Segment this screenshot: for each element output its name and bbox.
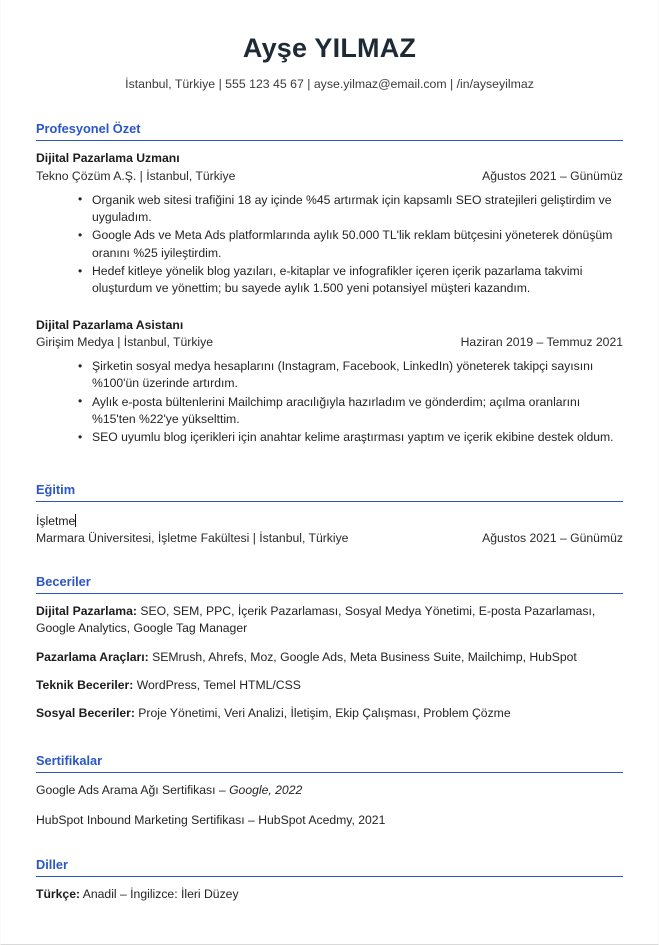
spacer <box>36 448 623 482</box>
certificate-row <box>36 782 623 799</box>
section-divider <box>36 501 623 502</box>
education-dates: Ağustos 2021 – Günümüz <box>482 531 623 546</box>
skill-category-label: Dijital Pazarlama: <box>36 604 137 619</box>
job-bullet: • SEO uyumlu blog içerikleri için anahtar kelime araştırması yaptım ve içerik ekibine destek oldum. <box>78 429 623 446</box>
certificate-name: Google Ads Arama Ağı Sertifikası – <box>36 782 230 797</box>
spacer <box>36 829 623 857</box>
skill-category-label: Pazarlama Araçları: <box>36 649 149 664</box>
education-degree-text: İşletme <box>36 513 76 528</box>
skill-values: WordPress, Temel HTML/CSS <box>133 678 301 693</box>
job-bullet: • Şirketin sosyal medya hesaplarını (Instagram, Facebook, LinkedIn) yöneterek takipçi sayısını %100'ün üzerinde artırdım. <box>78 358 623 393</box>
certificate-issuer: Google, 2022 <box>229 782 303 797</box>
skill-category-label: Teknik Beceriler: <box>36 678 134 693</box>
job-bullet: • Google Ads ve Meta Ads platformlarında aylık 50.000 TL'lik reklam bütçesini yöneterek dönüşüm oranını %25 iyileştirdim. <box>78 227 623 262</box>
section-certificates <box>36 753 623 830</box>
candidate-name: Ayşe YILMAZ <box>242 33 417 63</box>
section-title-certificates: Sertifikalar <box>36 752 103 768</box>
skill-values: SEO, SEM, PPC, İçerik Pazarlaması, Sosyal Medya Yönetimi, E-posta Pazarlaması, Google Analytics, Google Tag Manager <box>36 604 596 636</box>
skill-category-label: Sosyal Beceriler: <box>36 706 135 721</box>
job-dates: Ağustos 2021 – Günümüz <box>482 169 623 184</box>
job-title: Dijital Pazarlama Uzmanı <box>36 151 180 166</box>
job-meta-row <box>36 168 623 186</box>
job-bullet: • Hedef kitleye yönelik blog yazıları, e-kitaplar ve infografikler içeren içerik pazarlama takvimi oluşturdum ve yönettim; bu sayede aylık 1.500 yeni potansiyel müşteri kazandım. <box>78 263 623 298</box>
language-row <box>36 886 623 903</box>
contact-line: İstanbul, Türkiye | 555 123 45 67 | ayse.yilmaz@email.com | /in/ayseyilmaz <box>125 77 534 92</box>
education-degree-field[interactable] <box>36 513 623 531</box>
section-summary <box>36 121 623 446</box>
resume-header <box>36 0 623 93</box>
section-divider <box>36 140 623 141</box>
section-skills <box>36 574 623 723</box>
job-bullet-list <box>36 358 623 447</box>
skill-row <box>36 705 623 722</box>
section-title-languages: Diller <box>36 857 69 873</box>
language-label: Türkçe: <box>36 887 81 902</box>
education-entry[interactable] <box>36 513 623 548</box>
job-meta-row <box>36 334 623 352</box>
job-bullet: • Organik web sitesi trafiğini 18 ay içinde %45 artırmak için kapsamlı SEO stratejileri geliştirdim ve uyguladım. <box>78 192 623 227</box>
job-company: Tekno Çözüm A.Ş. | İstanbul, Türkiye <box>36 169 236 184</box>
experience-entry[interactable] <box>36 150 623 297</box>
spacer <box>36 723 623 753</box>
experience-entry[interactable] <box>36 317 623 447</box>
education-meta-row <box>36 530 623 548</box>
section-languages <box>36 857 623 903</box>
spacer <box>36 548 623 574</box>
section-title-education: Eğitim <box>36 481 76 497</box>
skill-values: Proje Yönetimi, Veri Analizi, İletişim, Ekip Çalışması, Problem Çözme <box>134 706 511 721</box>
section-title-summary: Profesyonel Özet <box>36 121 141 137</box>
section-title-skills: Beceriler <box>36 574 91 590</box>
section-divider <box>36 593 623 594</box>
spacer <box>36 299 623 317</box>
job-bullet: • Aylık e-posta bültenlerini Mailchimp aracılığıyla hazırladım ve gönderdim; açılma oranlarını %15'ten %22'ye yükselttim. <box>78 394 623 429</box>
text-caret <box>75 514 76 527</box>
education-school: Marmara Üniversitesi, İşletme Fakültesi | İstanbul, Türkiye <box>36 531 349 546</box>
certificate-issuer: HubSpot Acedmy, 2021 <box>258 813 386 828</box>
skill-row <box>36 677 623 694</box>
section-education <box>36 482 623 548</box>
section-divider <box>36 772 623 773</box>
section-divider <box>36 876 623 877</box>
skill-row <box>36 603 623 638</box>
job-title: Dijital Pazarlama Asistanı <box>36 317 184 332</box>
skill-row <box>36 649 623 666</box>
job-company: Girişim Medya | İstanbul, Türkiye <box>36 335 214 350</box>
skill-values: SEMrush, Ahrefs, Moz, Google Ads, Meta Business Suite, Mailchimp, HubSpot <box>148 649 577 664</box>
job-bullet-list <box>36 192 623 298</box>
job-dates: Haziran 2019 – Temmuz 2021 <box>460 335 623 350</box>
certificate-name: HubSpot Inbound Marketing Sertifikası – <box>36 813 259 828</box>
spacer <box>36 93 623 121</box>
certificate-row <box>36 812 623 829</box>
language-value: Anadil – İngilizce: İleri Düzey <box>80 887 239 902</box>
